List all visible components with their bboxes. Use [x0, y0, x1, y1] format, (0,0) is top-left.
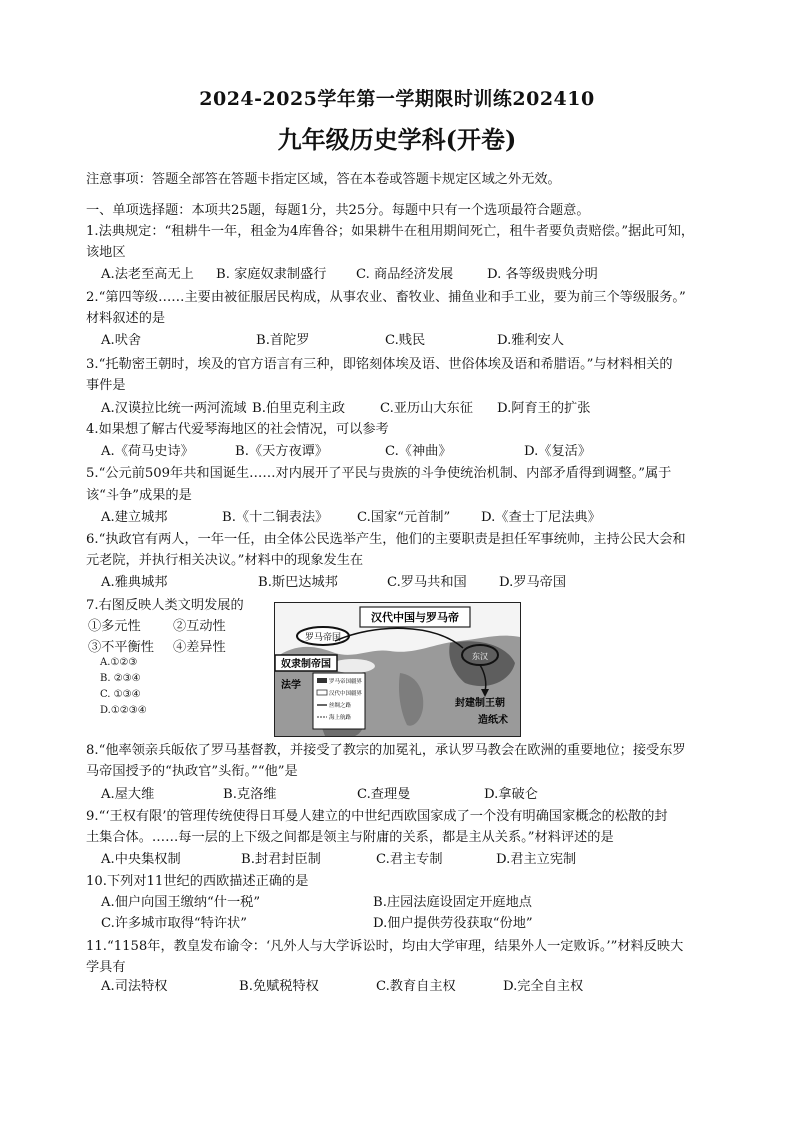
- map-label-slave-empire: 奴隶制帝国: [281, 659, 331, 670]
- q5-option-c: C.国家“元首制”: [357, 510, 451, 525]
- q9-option-b: B.封君封臣制: [241, 852, 321, 867]
- q4-option-c: C.《神曲》: [385, 444, 452, 459]
- exam-title: 2024-2025学年第一学期限时训练202410: [199, 88, 595, 110]
- q1-option-b: B. 家庭奴隶制盛行: [216, 267, 327, 282]
- q11-option-b: B.免赋税特权: [239, 979, 319, 994]
- q11-option-c: C.教育自主权: [376, 979, 456, 994]
- map-label-paper: 造纸术: [478, 715, 508, 726]
- q7-item-2: ②互动性: [173, 619, 226, 634]
- q4-option-d: D.《复活》: [524, 444, 592, 459]
- q8-option-b: B.克洛维: [223, 787, 277, 802]
- question-9-line-1: 9.“‘王权有限’的管理传统使得日耳曼人建立的中世纪西欧国家成了一个没有明确国家概念的松散的封: [86, 809, 668, 824]
- q10-option-b: B.庄园法庭设固定开庭地点: [373, 895, 532, 910]
- q2-option-d: D.雅利安人: [497, 333, 565, 348]
- map-graphic: [275, 603, 520, 736]
- map-title: 汉代中国与罗马帝: [371, 611, 459, 624]
- question-8-line-2: 马帝国授予的“执政官”头衔。”“他”是: [86, 764, 298, 779]
- q1-option-c: C. 商品经济发展: [356, 267, 454, 282]
- question-1-line-1: 1.法典规定：“租耕牛一年，租金为4库鲁谷；如果耕牛在租用期间死亡，租牛者要负责赔偿。”据此可知，: [86, 224, 695, 239]
- q2-option-b: B.首陀罗: [256, 333, 310, 348]
- question-7-line-1: 7.右图反映人类文明发展的: [86, 598, 244, 613]
- map-label-feudal: 封建制王朝: [455, 698, 505, 709]
- legend-item-3: 丝绸之路: [329, 703, 352, 709]
- q11-option-a: A.司法特权: [101, 979, 168, 994]
- q9-option-a: A.中央集权制: [101, 852, 181, 867]
- q7-option-d: D.①②③④: [100, 705, 147, 716]
- map-label-law: 法学: [281, 680, 301, 691]
- question-11-line-2: 学具有: [86, 960, 126, 975]
- question-8-line-1: 8.“他率领亲兵皈依了罗马基督教，并接受了教宗的加冕礼，承认罗马教会在欧洲的重要地位；接受东罗: [86, 743, 686, 758]
- legend-swatch-2: [317, 690, 327, 695]
- question-5-line-1: 5.“公元前509年共和国诞生……对内展开了平民与贵族的斗争使统治机制、内部矛盾得到调整。”属于: [86, 466, 672, 481]
- q5-option-d: D.《查士丁尼法典》: [481, 510, 601, 525]
- map-label-rome: 罗马帝国: [304, 633, 342, 643]
- q10-option-c: C.许多城市取得“特许状”: [101, 916, 247, 931]
- question-3-line-2: 事件是: [86, 378, 126, 393]
- q6-option-b: B.斯巴达城邦: [258, 575, 338, 590]
- question-3-line-1: 3.“托勒密王朝时，埃及的官方语言有三种，即铭刻体埃及语、世俗体埃及语和希腊语。”与材料相关的: [86, 357, 673, 372]
- q2-option-a: A.吠舍: [101, 333, 142, 348]
- q6-option-d: D.罗马帝国: [499, 575, 567, 590]
- section-heading: 一、单项选择题：本项共25题，每题1分，共25分。每题中只有一个选项最符合题意。: [86, 203, 590, 218]
- han-rome-map: [274, 602, 521, 737]
- q7-item-3: ③不平衡性: [88, 640, 154, 655]
- q7-option-c: C. ①③④: [100, 689, 141, 700]
- question-2-line-2: 材料叙述的是: [86, 311, 166, 326]
- legend-item-2: 汉代中国疆界: [329, 691, 363, 697]
- legend-item-4: 海上航路: [329, 715, 352, 721]
- question-6-line-2: 元老院，并执行相关决议。”材料中的现象发生在: [86, 553, 364, 568]
- question-11-line-1: 11.“1158年，教皇发布谕令：‘凡外人与大学诉讼时，均由大学审理，结果外人一定败诉。’”材料反映大: [86, 939, 684, 954]
- q5-option-a: A.建立城邦: [101, 510, 168, 525]
- map-label-east-han: 东汉: [472, 652, 488, 661]
- q2-option-c: C.贱民: [385, 333, 426, 348]
- q4-option-b: B.《天方夜谭》: [235, 444, 329, 459]
- q10-option-a: A.佃户向国王缴纳“什一税”: [101, 895, 261, 910]
- question-10-line-1: 10.下列对11世纪的西欧描述正确的是: [86, 874, 309, 889]
- question-2-line-1: 2.“第四等级……主要由被征服居民构成，从事农业、畜牧业、捕鱼业和手工业，要为前三个等级服务。”: [86, 290, 686, 305]
- q6-option-c: C.罗马共和国: [387, 575, 467, 590]
- question-6-line-1: 6.“执政官有两人，一年一任，由全体公民选举产生，他们的主要职责是担任军事统帅，主持公民大会和: [86, 532, 686, 547]
- question-5-line-2: 该“斗争”成果的是: [86, 488, 192, 503]
- q7-item-1: ①多元性: [88, 619, 141, 634]
- subject-title: 九年级历史学科(开卷): [277, 125, 517, 154]
- q11-option-d: D.完全自主权: [503, 979, 584, 994]
- q10-option-d: D.佃户提供劳役获取“份地”: [373, 916, 533, 931]
- q9-option-d: D.君主立宪制: [496, 852, 577, 867]
- q4-option-a: A.《荷马史诗》: [101, 444, 194, 459]
- legend-swatch-1: [317, 678, 327, 683]
- q8-option-a: A.屋大维: [101, 787, 155, 802]
- q3-option-a: A.汉谟拉比统一两河流域: [101, 401, 247, 416]
- q8-option-d: D.拿破仑: [484, 787, 538, 802]
- q1-option-d: D. 各等级贵贱分明: [487, 267, 598, 282]
- q7-item-4: ④差异性: [173, 640, 226, 655]
- q8-option-c: C.查理曼: [357, 787, 411, 802]
- question-4-line-1: 4.如果想了解古代爱琴海地区的社会情况，可以参考: [86, 422, 389, 437]
- q7-option-a: A.①②③: [100, 657, 138, 668]
- question-9-line-2: 土集合体。……每一层的上下级之间都是领主与附庸的关系，都是主从关系。”材料评述的是: [86, 830, 614, 845]
- question-1-line-2: 该地区: [86, 245, 126, 260]
- q1-option-a: A.法老至高无上: [101, 267, 194, 282]
- q7-option-b: B. ②③④: [100, 673, 141, 684]
- q5-option-b: B.《十二铜表法》: [222, 510, 329, 525]
- q9-option-c: C.君主专制: [376, 852, 443, 867]
- q6-option-a: A.雅典城邦: [101, 575, 168, 590]
- q3-option-c: C.亚历山大东征: [380, 401, 473, 416]
- q3-option-d: D.阿育王的扩张: [497, 401, 591, 416]
- legend-item-1: 罗马帝国疆界: [329, 679, 363, 685]
- q3-option-b: B.伯里克利主政: [252, 401, 346, 416]
- notice-text: 注意事项：答题全部答在答题卡指定区域，答在本卷或答题卡规定区域之外无效。: [86, 172, 561, 187]
